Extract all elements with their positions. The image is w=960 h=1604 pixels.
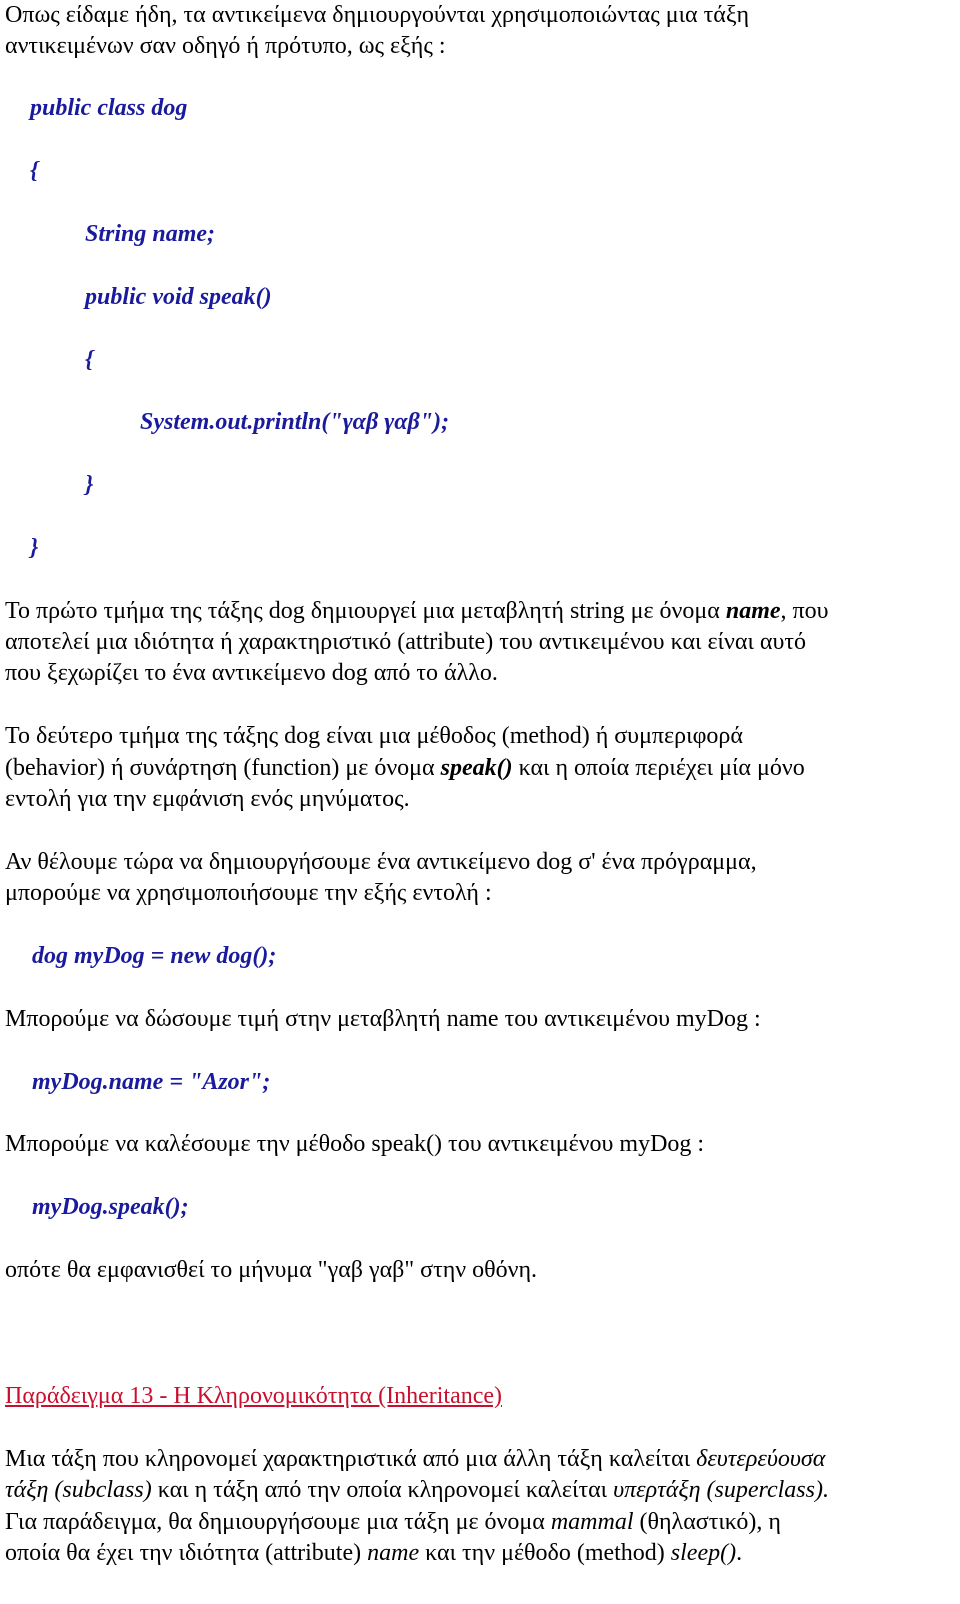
- name-attribute-term: name: [367, 1540, 420, 1566]
- code-println-statement: System.out.println("γαβ γαβ");: [140, 409, 450, 435]
- code-method-declaration: public void speak(): [85, 284, 272, 310]
- sleep-method-term: sleep(): [670, 1540, 737, 1566]
- paragraph-3-line-2: μπορούμε να χρησιμοποιήσουμε την εξής εντολή :: [5, 880, 492, 906]
- paragraph-6: οπότε θα εμφανισθεί το μήνυμα "γαβ γαβ" στην οθόνη.: [5, 1257, 538, 1283]
- name-field-term: name: [725, 598, 781, 624]
- paragraph-1-line-3: που ξεχωρίζει το ένα αντικείμενο dog από το άλλο.: [5, 660, 498, 686]
- paragraph-1-line-2: αποτελεί μια ιδιότητα ή χαρακτηριστικό (attribute) του αντικειμένου και είναι αυτό: [5, 629, 806, 655]
- paragraph-3-line-1: Αν θέλουμε τώρα να δημιουργήσουμε ένα αντικείμενο dog σ' ένα πρόγραμμα,: [5, 849, 757, 875]
- paragraph-7-line-2: τάξη (subclass) και η τάξη από την οποία κληρονομεί καλείται υπερτάξη (superclass).: [5, 1477, 829, 1503]
- superclass-term: υπερτάξη (superclass).: [613, 1477, 829, 1503]
- paragraph-2-line-3: εντολή για την εμφάνιση ενός μηνύματος.: [5, 786, 410, 812]
- paragraph-1-line-1: Το πρώτο τμήμα της τάξης dog δημιουργεί μια μεταβλητή string με όνομα name, που: [5, 598, 829, 624]
- code-new-dog: dog myDog = new dog();: [32, 943, 277, 969]
- subclass-term-cont: τάξη (subclass): [5, 1477, 152, 1503]
- paragraph-7-line-4: οποία θα έχει την ιδιότητα (attribute) name και την μέθοδο (method) sleep().: [5, 1540, 743, 1566]
- code-method-open-brace: {: [85, 347, 94, 373]
- subclass-term: δευτερεύουσα: [696, 1446, 826, 1472]
- speak-method-term: speak(): [440, 755, 513, 781]
- code-field-declaration: String name;: [85, 221, 216, 247]
- code-class-declaration: public class dog: [30, 95, 188, 121]
- intro-line-2: αντικειμένων σαν οδηγό ή πρότυπο, ως εξής :: [5, 33, 446, 59]
- mammal-term: mammal: [550, 1509, 634, 1535]
- paragraph-7-line-1: Μια τάξη που κληρονομεί χαρακτηριστικά από μια άλλη τάξη καλείται δευτερεύουσα: [5, 1446, 826, 1472]
- code-method-close-brace: }: [85, 472, 94, 498]
- paragraph-2-line-2: (behavior) ή συνάρτηση (function) με όνομα speak() και η οποία περιέχει μία μόνο: [5, 755, 805, 781]
- example-13-heading-link[interactable]: Παράδειγμα 13 - Η Κληρονομικότητα (Inheritance): [5, 1383, 503, 1409]
- paragraph-5: Μπορούμε να καλέσουμε την μέθοδο speak() του αντικειμένου myDog :: [5, 1131, 705, 1157]
- intro-line-1: Οπως είδαμε ήδη, τα αντικείμενα δημιουργούνται χρησιμοποιώντας μια τάξη: [5, 2, 750, 28]
- code-call-speak: myDog.speak();: [32, 1194, 189, 1220]
- paragraph-2-line-1: Το δεύτερο τμήμα της τάξης dog είναι μια μέθοδος (method) ή συμπεριφορά: [5, 723, 743, 749]
- code-open-brace: {: [30, 158, 39, 184]
- code-close-brace: }: [30, 535, 39, 561]
- paragraph-4: Μπορούμε να δώσουμε τιμή στην μεταβλητή name του αντικειμένου myDog :: [5, 1006, 761, 1032]
- code-assign-name: myDog.name = "Azor";: [32, 1069, 271, 1095]
- paragraph-7-line-3: Για παράδειγμα, θα δημιουργήσουμε μια τάξη με όνομα mammal (θηλαστικό), η: [5, 1509, 781, 1535]
